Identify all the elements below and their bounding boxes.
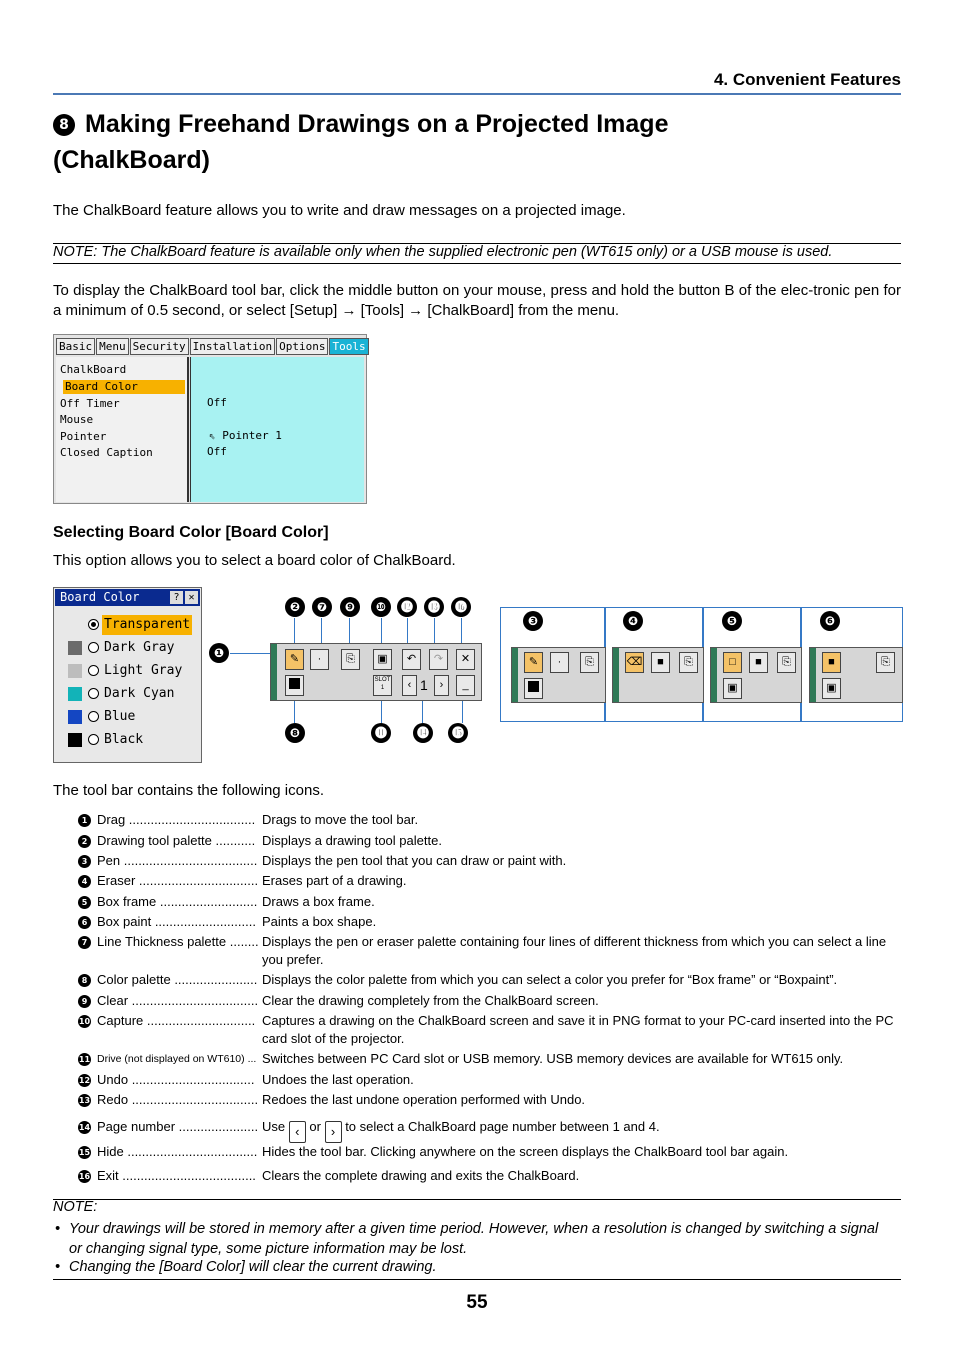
box-paint-icon[interactable]: ■	[822, 652, 841, 673]
menu-item-pointer[interactable]: Pointer	[60, 430, 107, 443]
option-label: Dark Gray	[104, 640, 175, 655]
callout-9: ❾	[340, 597, 360, 617]
header-rule	[53, 93, 901, 95]
drag-handle[interactable]	[512, 648, 518, 702]
callout-12: ⓬	[397, 597, 417, 617]
callout-2: ❷	[285, 597, 305, 617]
title-line2: (ChalkBoard)	[53, 146, 210, 174]
item-name: Undo ..................................	[97, 1072, 255, 1087]
clear-icon[interactable]: ⎘	[679, 652, 698, 673]
option-label: Light Gray	[104, 663, 183, 678]
drag-handle[interactable]	[271, 644, 277, 700]
clear-icon[interactable]: ⎘	[580, 652, 599, 673]
item-badge: 10	[78, 1017, 91, 1026]
callout-4: ❹	[623, 611, 643, 631]
close-button[interactable]: ✕	[185, 591, 198, 604]
item-desc	[262, 1118, 901, 1143]
item-desc: Redoes the last undone operation performed with Undo.	[262, 1092, 586, 1107]
item-desc: Displays the pen tool that you can draw or paint with.	[262, 853, 567, 868]
menu-item-chalkboard[interactable]: ChalkBoard	[60, 363, 127, 376]
callout-8: ❽	[285, 723, 305, 743]
item-badge: 8	[78, 974, 91, 987]
item-name: Color palette .......................	[97, 972, 258, 987]
item-desc: Paints a box shape.	[262, 914, 377, 929]
pointer-arrow-icon: ⇖	[209, 429, 216, 442]
item-badge: 12	[78, 1076, 91, 1085]
line-thickness-icon[interactable]: ■	[651, 652, 670, 673]
option-label: Transparent	[102, 615, 192, 635]
page-next-icon[interactable]: ›	[434, 675, 449, 696]
callout-7: ❼	[312, 597, 332, 617]
menu-item-off-timer[interactable]: Off Timer	[60, 397, 120, 410]
item-badge: 16	[78, 1172, 91, 1181]
callout-3: ❸	[523, 611, 543, 631]
item-desc: Displays the color palette from which you can select a color you prefer for “Box frame” or “Boxpaint”.	[262, 972, 838, 987]
item-badge: 5	[78, 896, 91, 909]
item-badge: 11	[78, 1055, 91, 1064]
menu-item-board-color[interactable]: Board Color	[63, 380, 185, 394]
radio-icon[interactable]	[88, 665, 99, 676]
callout-1: ❶	[209, 643, 229, 663]
menu-item-list	[56, 357, 189, 502]
item-badge: 1	[78, 814, 91, 827]
box-paint-variant-toolbar	[809, 647, 903, 703]
leader-line	[230, 653, 274, 654]
note-rule-bottom	[53, 263, 901, 264]
item-name: Eraser .................................	[97, 873, 259, 888]
board-color-titlebar	[55, 589, 200, 606]
chalkboard-toolbar	[270, 643, 482, 701]
section-header: 4. Convenient Features	[713, 70, 901, 89]
board-color-title: Board Color	[60, 590, 140, 604]
swatch-light-gray	[68, 664, 82, 678]
clear-icon[interactable]: ⎘	[876, 652, 895, 673]
item-name: Clear ...................................	[97, 993, 259, 1008]
callout-5: ❺	[722, 611, 742, 631]
help-button[interactable]: ?	[170, 591, 183, 604]
drag-handle[interactable]	[613, 648, 619, 702]
item-badge: 4	[78, 875, 91, 888]
menu-tabs	[56, 338, 370, 355]
drive-icon[interactable]: SLOT 1	[373, 675, 392, 696]
item-name: Drive (not displayed on WT610) ...	[97, 1053, 257, 1065]
exit-icon[interactable]: ✕	[456, 649, 475, 670]
item-badge: 3	[78, 855, 91, 868]
section-desc: This option allows you to select a board color of ChalkBoard.	[53, 552, 456, 569]
color-palette-icon[interactable]	[285, 675, 304, 696]
item-name: Exit .....................................	[97, 1168, 256, 1183]
item-desc: Hides the tool bar. Clicking anywhere on the screen displays the ChalkBoard tool bar again.	[262, 1144, 789, 1159]
box-frame-icon[interactable]: □	[723, 652, 742, 673]
swatch-black	[68, 733, 82, 747]
callout-14: ⓮	[413, 723, 433, 743]
item-desc: Displays the pen or eraser palette containing four lines of different thickness from which you can select a line you prefer.	[262, 934, 887, 967]
item-desc: Displays a drawing tool palette.	[262, 833, 442, 848]
tab-basic[interactable]: Basic	[56, 338, 95, 355]
option-label: Black	[104, 732, 144, 747]
item-desc: Switches between PC Card slot or USB memory. USB memory devices are available for WT615 only.	[262, 1051, 844, 1066]
item-desc: Drags to move the tool bar.	[262, 812, 419, 827]
item-badge: 14	[78, 1123, 91, 1132]
eraser-variant-toolbar	[612, 647, 704, 703]
tab-installation[interactable]: Installation	[190, 338, 275, 355]
line-thickness-icon[interactable]: ·	[310, 649, 329, 670]
item-badge: 2	[78, 835, 91, 848]
instructions-text: To display the ChalkBoard tool bar, click the middle button on your mouse, press and hold the button B of the elec-tronic pen for a minimum of 0.5 second, or select [Setup] → [Tools] → [ChalkBoard] from the menu.	[53, 282, 901, 319]
item-name: Hide ....................................	[97, 1144, 258, 1159]
setup-menu	[53, 334, 367, 504]
pen-variant-toolbar	[511, 647, 606, 703]
bullet: •	[55, 1221, 61, 1237]
eraser-icon[interactable]: ⌫	[625, 652, 644, 673]
note2-b2: Changing the [Board Color] will clear the current drawing.	[69, 1259, 437, 1275]
drag-handle[interactable]	[711, 648, 717, 702]
item-badge: 15	[78, 1148, 91, 1157]
item-desc: Clears the complete drawing and exits the ChalkBoard.	[262, 1168, 580, 1183]
color-palette-icon[interactable]: ▣	[723, 678, 742, 699]
pen-tool-icon[interactable]: ✎	[524, 652, 543, 673]
item-badge: 13	[78, 1096, 91, 1105]
item-badge: 7	[78, 936, 91, 949]
note2-rule-top	[53, 1199, 901, 1200]
off-timer-value: Off	[207, 396, 227, 409]
box-frame-variant-toolbar	[710, 647, 802, 703]
radio-icon[interactable]	[88, 734, 99, 745]
color-palette-icon[interactable]: ▣	[822, 678, 841, 699]
menu-item-closed-caption[interactable]: Closed Caption	[60, 446, 153, 459]
item-name: Box frame ...........................	[97, 894, 258, 909]
page-prev-icon[interactable]: ‹	[402, 675, 417, 696]
clear-icon[interactable]: ⎘	[777, 652, 796, 673]
swatch-dark-gray	[68, 641, 82, 655]
closed-caption-value: Off	[207, 445, 227, 458]
option-label: Dark Cyan	[104, 686, 175, 701]
item-name: Capture ..............................	[97, 1013, 256, 1028]
pointer-value	[209, 429, 282, 442]
item-name: Drawing tool palette ...........	[97, 833, 256, 848]
item-desc: Erases part of a drawing.	[262, 873, 407, 888]
callout-15: ⓯	[448, 723, 468, 743]
tab-security[interactable]: Security	[130, 338, 189, 355]
callout-16: ⓰	[451, 597, 471, 617]
color-palette-icon[interactable]	[524, 678, 543, 699]
desc-post: to select a ChalkBoard page number between 1 and 4.	[345, 1119, 660, 1134]
swatch-blue	[68, 710, 82, 724]
drag-handle[interactable]	[810, 648, 816, 702]
menu-item-mouse[interactable]: Mouse	[60, 413, 94, 426]
section-heading: Selecting Board Color [Board Color]	[53, 524, 329, 541]
capture-icon[interactable]: ▣	[373, 649, 392, 670]
item-badge: 6	[78, 916, 91, 929]
page-title	[53, 106, 901, 178]
callout-10: ❿	[371, 597, 391, 617]
callout-13: ⓭	[424, 597, 444, 617]
item-name: Drag ...................................	[97, 812, 256, 827]
note2-rule-bottom	[53, 1279, 901, 1280]
note2-b1-line1: Your drawings will be stored in memory after a given time period. However, when a resolution is changed by switching a signal	[69, 1221, 879, 1237]
tab-options[interactable]: Options	[276, 338, 328, 355]
pen-tool-icon[interactable]: ✎	[285, 649, 304, 670]
redo-icon[interactable]: ↷	[429, 649, 448, 670]
page-number: 1	[420, 677, 428, 693]
undo-icon[interactable]: ↶	[402, 649, 421, 670]
callout-6: ❻	[820, 611, 840, 631]
chevron-right-icon: ›	[325, 1121, 342, 1143]
intro-text: The ChalkBoard feature allows you to write and draw messages on a projected image.	[53, 202, 626, 219]
list-intro: The tool bar contains the following icons.	[53, 782, 324, 799]
board-color-dialog	[53, 587, 202, 763]
item-name: Pen .....................................	[97, 853, 258, 868]
item-name: Box paint ............................	[97, 914, 256, 929]
bullet: •	[55, 1259, 61, 1275]
note2-b1-line2: or changing signal type, some picture information may be lost.	[69, 1241, 468, 1257]
option-label: Blue	[104, 709, 136, 724]
item-desc: Undoes the last operation.	[262, 1072, 414, 1087]
desc-mid: or	[309, 1119, 321, 1134]
title-badge: 8	[53, 114, 75, 136]
item-name: Redo ...................................	[97, 1092, 259, 1107]
note-text: NOTE: The ChalkBoard feature is available only when the supplied electronic pen (WT615 only) or a USB mouse is used.	[53, 244, 833, 260]
line-thickness-icon[interactable]: ■	[749, 652, 768, 673]
radio-selected-icon[interactable]	[88, 619, 99, 630]
menu-value-panel	[190, 357, 364, 502]
item-desc: Captures a drawing on the ChalkBoard screen and save it in PNG format to your PC-card inserted into the PC card slot of the projector.	[262, 1013, 894, 1046]
hide-icon[interactable]: _	[456, 675, 475, 696]
desc-pre: Use	[262, 1119, 286, 1134]
radio-icon[interactable]	[88, 688, 99, 699]
radio-icon[interactable]	[88, 642, 99, 653]
item-desc: Draws a box frame.	[262, 894, 375, 909]
title-line1: Making Freehand Drawings on a Projected Image	[85, 110, 669, 138]
item-name: Page number ......................	[97, 1119, 259, 1134]
clear-icon[interactable]: ⎘	[341, 649, 360, 670]
note2-label: NOTE:	[53, 1199, 98, 1215]
tab-tools[interactable]: Tools	[329, 338, 368, 355]
chevron-left-icon: ‹	[289, 1121, 306, 1143]
item-desc: Clear the drawing completely from the ChalkBoard screen.	[262, 993, 599, 1008]
page-number: 55	[466, 1292, 488, 1313]
swatch-dark-cyan	[68, 687, 82, 701]
pointer-value-label: Pointer 1	[222, 429, 282, 442]
tab-menu[interactable]: Menu	[96, 338, 129, 355]
item-badge: 9	[78, 995, 91, 1008]
radio-icon[interactable]	[88, 711, 99, 722]
callout-11: ⓫	[371, 723, 391, 743]
line-thickness-icon[interactable]: ·	[550, 652, 569, 673]
item-name: Line Thickness palette ........	[97, 934, 259, 949]
